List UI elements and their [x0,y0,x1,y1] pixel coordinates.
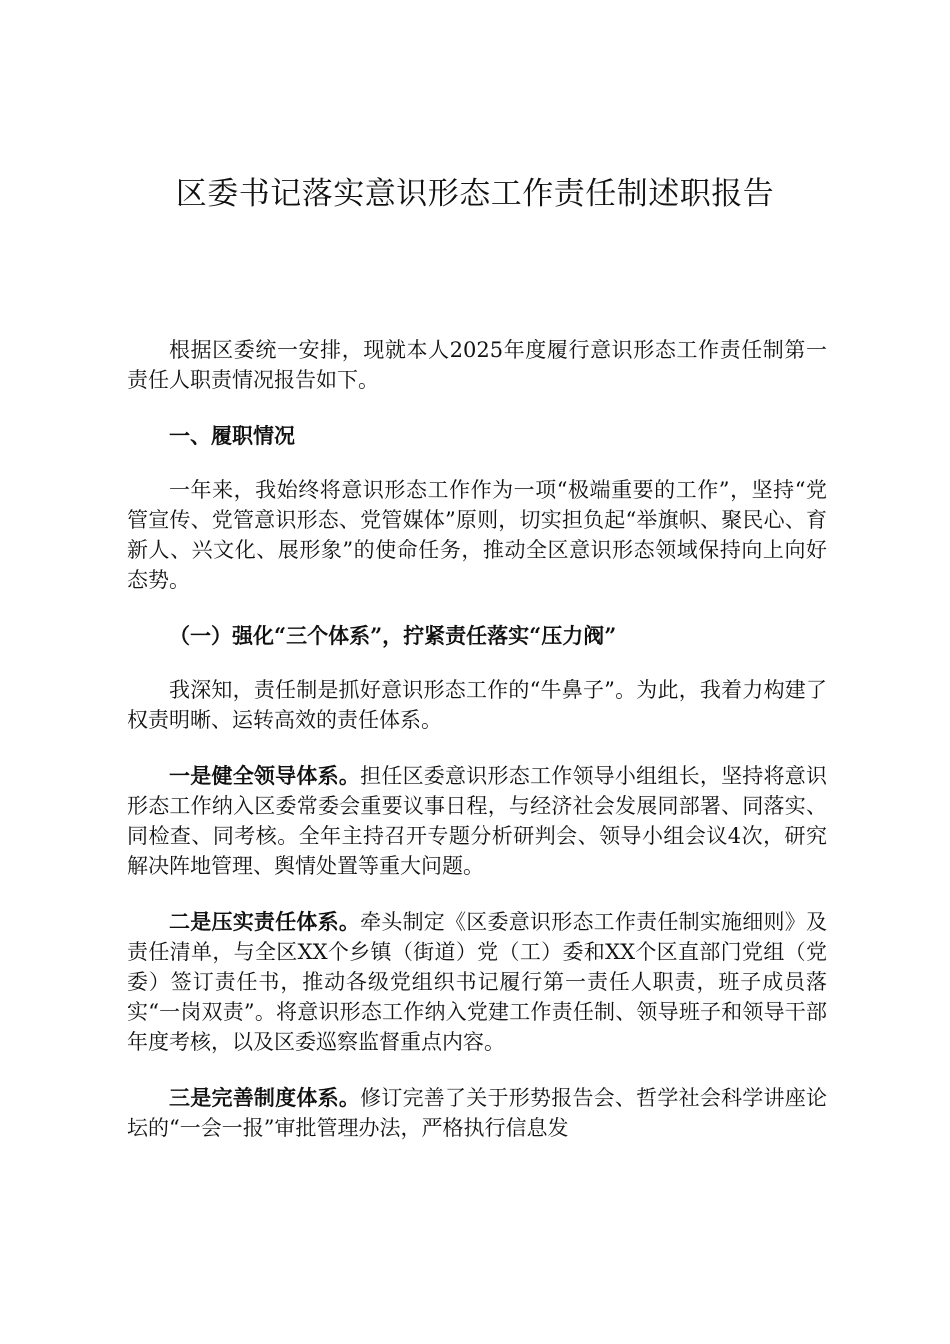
item-paragraph-responsibility [127,907,827,1057]
subsection-paragraph: 我深知，责任制是抓好意识形态工作的“牛鼻子”。为此，我着力构建了权责明晰、运转高效的责任体系。 [127,678,827,732]
section-heading-performance: 一、履职情况 [169,423,295,448]
document-body [127,335,827,1169]
item-lead: 三是完善制度体系。 [169,1085,361,1110]
item-text: 修订完善了关于形势报告会、哲学社会科学讲座论坛的“一会一报”审批管理办法，严格执行信息发 [127,1086,828,1140]
intro-paragraph: 根据区委统一安排，现就本人2025年度履行意识形态工作责任制第一责任人职责情况报告如下。 [127,338,827,392]
item-text: 担任区委意识形态工作领导小组组长，坚持将意识形态工作纳入区委常委会重要议事日程，与经济社会发展同部署、同落实、同检查、同考核。全年主持召开专题分析研判会、领导小组会议4次，研究解决阵地管理、舆情处置等重大问题。 [127,764,828,878]
item-paragraph-system [127,1083,827,1143]
section-paragraph: 一年来，我始终将意识形态工作作为一项“极端重要的工作”，坚持“党管宣传、党管意识形态、党管媒体”原则，切实担负起“举旗帜、聚民心、育新人、兴文化、展形象”的使命任务，推动全区意识形态领域保持向上向好态势。 [127,478,827,592]
item-paragraph-leadership [127,761,827,881]
item-lead: 一是健全领导体系。 [169,763,361,788]
document-title: 区委书记落实意识形态工作责任制述职报告 [175,176,775,212]
item-lead: 二是压实责任体系。 [169,909,361,934]
subsection-heading: （一）强化“三个体系”，拧紧责任落实“压力阀” [169,623,617,648]
item-text: 牵头制定《区委意识形态工作责任制实施细则》及责任清单，与全区XX个乡镇（街道）党（工）委和XX个区直部门党组（党委）签订责任书，推动各级党组织书记履行第一责任人职责，班子成员落实“一岗双责”。将意识形态工作纳入党建工作责任制、领导班子和领导干部年度考核，以及区委巡察监督重点内容。 [127,910,828,1054]
